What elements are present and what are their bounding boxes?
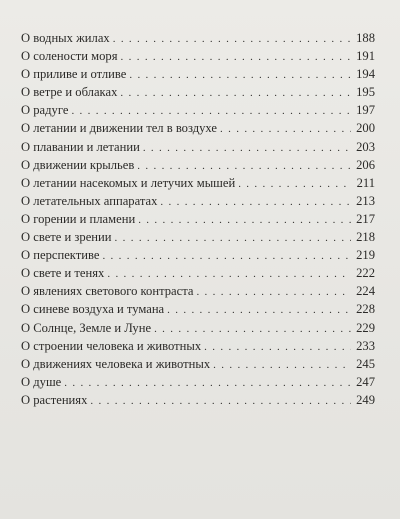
toc-entry-page-number: 200 bbox=[356, 121, 375, 136]
toc-entry bbox=[21, 101, 375, 119]
toc-dot-leader bbox=[64, 374, 351, 392]
toc-entry bbox=[21, 337, 375, 355]
toc-dot-leader bbox=[160, 193, 351, 211]
toc-entry-page-number: 233 bbox=[356, 338, 375, 353]
toc-dot-leader bbox=[115, 229, 351, 247]
toc-entry-title: О синеве воздуха и тумана bbox=[21, 302, 165, 317]
toc-entry bbox=[21, 138, 375, 156]
toc-entry-title: О движениях человека и животных bbox=[21, 356, 211, 371]
toc-entry-title: О движении крыльев bbox=[21, 157, 135, 172]
toc-entry-page-number: 194 bbox=[356, 67, 375, 82]
toc-entry bbox=[21, 119, 375, 137]
toc-entry bbox=[21, 83, 375, 101]
toc-entry-page-number: 188 bbox=[356, 31, 375, 45]
toc-entry-page-number: 245 bbox=[356, 356, 375, 371]
toc-dot-leader bbox=[71, 102, 351, 120]
table-of-contents bbox=[21, 29, 375, 409]
toc-dot-leader bbox=[113, 30, 351, 48]
toc-entry bbox=[21, 355, 375, 373]
toc-entry-page-number: 213 bbox=[356, 193, 375, 208]
toc-entry bbox=[21, 282, 375, 300]
toc-entry-title: О душе bbox=[21, 374, 62, 389]
toc-dot-leader bbox=[129, 66, 351, 84]
toc-entry bbox=[21, 192, 375, 210]
toc-entry-title: О строении человека и животных bbox=[21, 338, 202, 353]
toc-entry-page-number: 206 bbox=[356, 157, 375, 172]
toc-entry bbox=[21, 373, 375, 391]
toc-entry bbox=[21, 156, 375, 174]
toc-entry bbox=[21, 300, 375, 318]
toc-entry bbox=[21, 65, 375, 83]
toc-entry-title: О Солнце, Земле и Луне bbox=[21, 320, 152, 335]
toc-entry bbox=[21, 391, 375, 409]
toc-dot-leader bbox=[204, 338, 351, 356]
toc-entry-title: О радуге bbox=[21, 103, 69, 118]
toc-dot-leader bbox=[154, 320, 351, 338]
toc-entry bbox=[21, 47, 375, 65]
toc-dot-leader bbox=[238, 175, 351, 193]
toc-entry-page-number: 195 bbox=[356, 85, 375, 100]
toc-dot-leader bbox=[213, 356, 351, 374]
toc-entry-title: О ветре и облаках bbox=[21, 85, 118, 100]
toc-dot-leader bbox=[143, 139, 351, 157]
toc-entry-title: О растениях bbox=[21, 392, 88, 407]
toc-entry-title: О плавании и летании bbox=[21, 139, 140, 154]
toc-entry-title: О горении и пламени bbox=[21, 211, 136, 226]
toc-entry-page-number: 197 bbox=[356, 103, 375, 118]
toc-entry-title: О водных жилах bbox=[21, 31, 110, 45]
toc-entry bbox=[21, 228, 375, 246]
toc-dot-leader bbox=[138, 211, 351, 229]
toc-dot-leader bbox=[90, 392, 351, 410]
toc-dot-leader bbox=[137, 157, 351, 175]
toc-dot-leader bbox=[107, 265, 351, 283]
toc-entry bbox=[21, 29, 375, 47]
toc-entry-page-number: 191 bbox=[356, 49, 375, 64]
toc-entry-page-number: 249 bbox=[356, 392, 375, 407]
toc-entry-title: О свете и тенях bbox=[21, 266, 105, 281]
toc-entry-title: О летании и движении тел в воздухе bbox=[21, 121, 218, 136]
toc-dot-leader bbox=[120, 84, 351, 102]
toc-entry-page-number: 211 bbox=[356, 175, 375, 190]
toc-entry-page-number: 217 bbox=[356, 211, 375, 226]
toc-entry bbox=[21, 264, 375, 282]
toc-entry-page-number: 224 bbox=[356, 284, 375, 299]
toc-entry-title: О явлениях светового контраста bbox=[21, 284, 194, 299]
toc-entry-page-number: 218 bbox=[356, 230, 375, 245]
toc-dot-leader bbox=[121, 48, 351, 66]
toc-entry-page-number: 228 bbox=[356, 302, 375, 317]
toc-entry-title: О солености моря bbox=[21, 49, 118, 64]
toc-dot-leader bbox=[102, 247, 351, 265]
toc-entry-page-number: 247 bbox=[356, 374, 375, 389]
toc-dot-leader bbox=[196, 283, 351, 301]
toc-entry-page-number: 229 bbox=[356, 320, 375, 335]
toc-entry-title: О летании насекомых и летучих мышей bbox=[21, 175, 236, 190]
toc-entry-title: О приливе и отливе bbox=[21, 67, 127, 82]
toc-entry bbox=[21, 319, 375, 337]
toc-entry bbox=[21, 210, 375, 228]
toc-entry bbox=[21, 246, 375, 264]
toc-entry-page-number: 203 bbox=[356, 139, 375, 154]
toc-entry-page-number: 222 bbox=[356, 266, 375, 281]
toc-entry-title: О летательных аппаратах bbox=[21, 193, 158, 208]
toc-entry-page-number: 219 bbox=[356, 248, 375, 263]
toc-entry-title: О свете и зрении bbox=[21, 230, 112, 245]
toc-entry bbox=[21, 174, 375, 192]
toc-dot-leader bbox=[167, 301, 351, 319]
toc-dot-leader bbox=[220, 120, 351, 138]
toc-entry-title: О перспективе bbox=[21, 248, 100, 263]
